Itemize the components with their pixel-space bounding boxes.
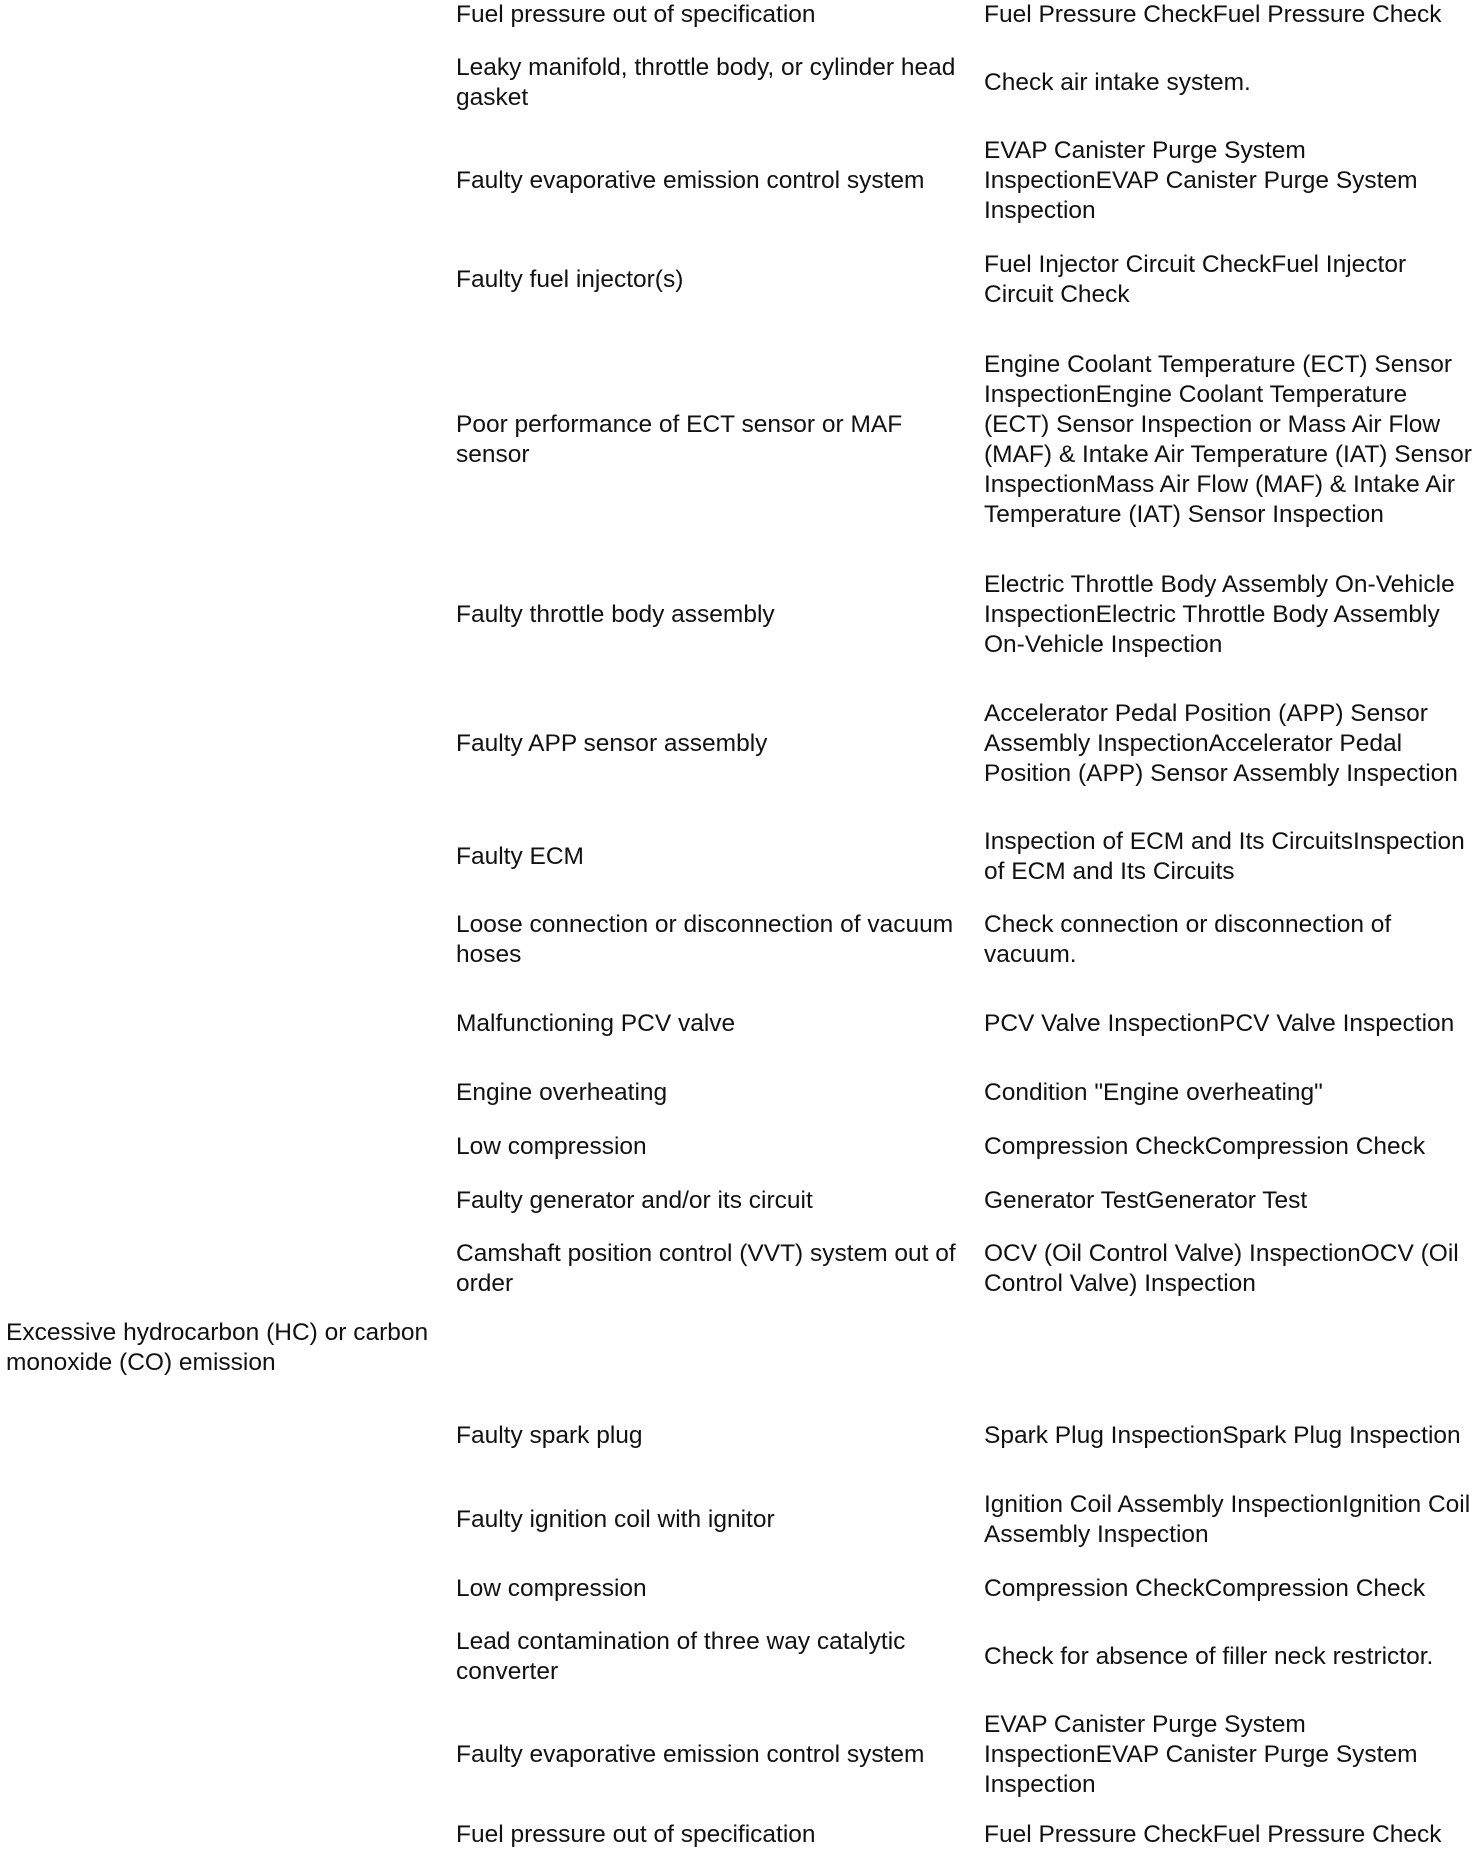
table-row bbox=[0, 136, 1472, 226]
table-row bbox=[0, 994, 1472, 1054]
action-text: Fuel Pressure CheckFuel Pressure Check bbox=[984, 1, 1442, 28]
cause-cell bbox=[456, 1490, 956, 1550]
cause-text: Camshaft position control (VVT) system out of order bbox=[456, 1240, 956, 1297]
cause-cell bbox=[456, 0, 956, 30]
action-text: Spark Plug InspectionSpark Plug Inspection bbox=[984, 1422, 1461, 1449]
cause-text: Faulty evaporative emission control system bbox=[456, 1741, 925, 1768]
cause-cell bbox=[456, 1406, 956, 1466]
cause-text: Fuel pressure out of specification bbox=[456, 1, 816, 28]
table-row bbox=[0, 910, 1472, 970]
cause-cell bbox=[456, 1078, 956, 1108]
table-row bbox=[0, 1490, 1472, 1550]
table-row bbox=[0, 53, 1472, 113]
cause-cell bbox=[456, 570, 956, 660]
cause-text: Faulty ECM bbox=[456, 843, 584, 870]
cause-cell bbox=[456, 1132, 956, 1162]
action-text: EVAP Canister Purge System InspectionEVAP Canister Purge System Inspection bbox=[984, 1711, 1418, 1798]
cause-cell bbox=[456, 250, 956, 310]
action-cell bbox=[984, 1078, 1472, 1108]
cause-text: Faulty ignition coil with ignitor bbox=[456, 1506, 775, 1533]
action-cell bbox=[984, 1406, 1472, 1466]
action-text: Engine Coolant Temperature (ECT) Sensor InspectionEngine Coolant Temperature (ECT) Sensor Inspection or Mass Air Flow (MAF) & Intake Air Temperature (IAT) Sensor InspectionMass Air Flow (MAF) & Intake Air Temperature (IAT) Sensor Inspection bbox=[984, 351, 1472, 528]
cause-cell bbox=[456, 994, 956, 1054]
action-cell bbox=[984, 0, 1472, 30]
cause-cell bbox=[456, 684, 956, 804]
cause-text: Faulty evaporative emission control system bbox=[456, 167, 925, 194]
cause-cell bbox=[456, 136, 956, 226]
action-text: Compression CheckCompression Check bbox=[984, 1575, 1426, 1602]
action-cell bbox=[984, 53, 1472, 113]
table-row bbox=[0, 0, 1472, 30]
action-text: Accelerator Pedal Position (APP) Sensor Assembly InspectionAccelerator Pedal Position (APP) Sensor Assembly Inspection bbox=[984, 700, 1458, 787]
table-row bbox=[0, 1710, 1472, 1800]
cause-text: Faulty APP sensor assembly bbox=[456, 730, 768, 757]
cause-text: Poor performance of ECT sensor or MAF sensor bbox=[456, 411, 903, 468]
condition-text: Excessive hydrocarbon (HC) or carbon monoxide (CO) emission bbox=[6, 1319, 429, 1376]
action-cell bbox=[984, 1186, 1472, 1216]
action-text: Compression CheckCompression Check bbox=[984, 1133, 1426, 1160]
cause-text: Lead contamination of three way catalytic converter bbox=[456, 1628, 906, 1685]
cause-text: Leaky manifold, throttle body, or cylinder head gasket bbox=[456, 54, 956, 111]
cause-text: Faulty generator and/or its circuit bbox=[456, 1187, 813, 1214]
cause-cell bbox=[456, 1186, 956, 1216]
cause-text: Faulty throttle body assembly bbox=[456, 601, 775, 628]
action-text: Check air intake system. bbox=[984, 69, 1251, 96]
cause-text: Faulty fuel injector(s) bbox=[456, 266, 684, 293]
table-row bbox=[0, 570, 1472, 660]
action-text: EVAP Canister Purge System InspectionEVAP Canister Purge System Inspection bbox=[984, 137, 1418, 224]
action-text: Ignition Coil Assembly InspectionIgnition Coil Assembly Inspection bbox=[984, 1491, 1471, 1548]
action-text: Generator TestGenerator Test bbox=[984, 1187, 1308, 1214]
cause-cell bbox=[456, 1627, 956, 1687]
cause-text: Low compression bbox=[456, 1133, 647, 1160]
action-text: Electric Throttle Body Assembly On-Vehicle InspectionElectric Throttle Body Assembly On-Vehicle Inspection bbox=[984, 571, 1455, 658]
table-row bbox=[0, 1627, 1472, 1687]
action-text: Condition "Engine overheating" bbox=[984, 1079, 1323, 1106]
table-row bbox=[0, 1406, 1472, 1466]
action-cell bbox=[984, 1627, 1472, 1687]
action-text: PCV Valve InspectionPCV Valve Inspection bbox=[984, 1010, 1455, 1037]
action-text: Check for absence of filler neck restrictor. bbox=[984, 1643, 1434, 1670]
action-text: OCV (Oil Control Valve) InspectionOCV (Oil Control Valve) Inspection bbox=[984, 1240, 1459, 1297]
cause-cell bbox=[456, 1574, 956, 1604]
cause-text: Faulty spark plug bbox=[456, 1422, 643, 1449]
table-row bbox=[0, 827, 1472, 887]
table-row bbox=[0, 250, 1472, 310]
action-cell bbox=[984, 1239, 1472, 1299]
action-cell bbox=[984, 136, 1472, 226]
cause-text: Loose connection or disconnection of vacuum hoses bbox=[456, 911, 954, 968]
action-cell bbox=[984, 1820, 1472, 1850]
cause-text: Malfunctioning PCV valve bbox=[456, 1010, 736, 1037]
action-cell bbox=[984, 1710, 1472, 1800]
action-cell bbox=[984, 910, 1472, 970]
cause-text: Fuel pressure out of specification bbox=[456, 1821, 816, 1848]
action-cell bbox=[984, 1132, 1472, 1162]
action-cell bbox=[984, 827, 1472, 887]
action-text: Fuel Injector Circuit CheckFuel Injector Circuit Check bbox=[984, 251, 1407, 308]
table-row bbox=[0, 1078, 1472, 1108]
cause-cell bbox=[456, 1710, 956, 1800]
action-text: Check connection or disconnection of vacuum. bbox=[984, 911, 1392, 968]
action-cell bbox=[984, 1490, 1472, 1550]
action-cell bbox=[984, 335, 1472, 545]
table-row bbox=[0, 1186, 1472, 1216]
table-row bbox=[0, 684, 1472, 804]
action-text: Inspection of ECM and Its CircuitsInspection of ECM and Its Circuits bbox=[984, 828, 1465, 885]
cause-cell bbox=[456, 827, 956, 887]
cause-cell bbox=[456, 1820, 956, 1850]
action-cell bbox=[984, 1574, 1472, 1604]
table-row bbox=[0, 1239, 1472, 1299]
cause-cell bbox=[456, 1239, 956, 1299]
action-cell bbox=[984, 684, 1472, 804]
action-cell bbox=[984, 250, 1472, 310]
cause-text: Engine overheating bbox=[456, 1079, 668, 1106]
cause-cell bbox=[456, 335, 956, 545]
cause-cell bbox=[456, 910, 956, 970]
table-row bbox=[0, 1132, 1472, 1162]
table-row bbox=[0, 335, 1472, 545]
condition-cell bbox=[6, 1318, 446, 1378]
action-cell bbox=[984, 570, 1472, 660]
cause-cell bbox=[456, 53, 956, 113]
cause-text: Low compression bbox=[456, 1575, 647, 1602]
table-row bbox=[0, 1820, 1472, 1850]
action-cell bbox=[984, 994, 1472, 1054]
action-text: Fuel Pressure CheckFuel Pressure Check bbox=[984, 1821, 1442, 1848]
table-row bbox=[0, 1574, 1472, 1604]
